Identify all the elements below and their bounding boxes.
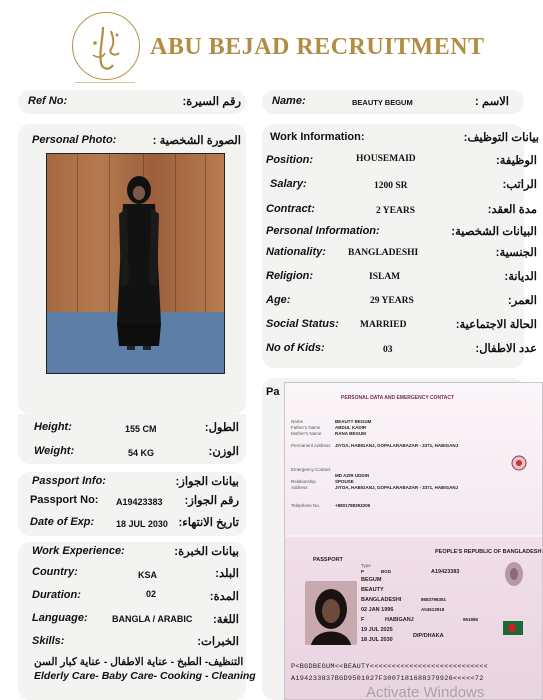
position-value: HOUSEMAID [356,154,416,164]
scan-contact-address: JIYOA, HABIGANJ, GOPALARABAZAR - 3371, HABIGANJ [335,485,459,490]
contact-heading: PERSONAL DATA AND EMERGENCY CONTACT [341,395,455,401]
passport-info-title: Passport Info: [32,475,106,487]
contract-label-ar: مدة العقد: [487,204,537,216]
scan-personal-no: 8683796351 [421,597,447,602]
scan-surname: BEGUM [361,577,382,583]
scan-code2: 951986 [463,617,479,622]
scan-given: BEAUTY [361,587,384,593]
experience-title-ar: بيانات الخبرة: [174,546,239,558]
scan-header-right: PEOPLE'S REPUBLIC OF BANGLADESH [435,549,542,555]
religion-label: Religion: [266,270,314,282]
skills-label-ar: الخبرات: [197,636,239,648]
work-title: Work Information: [270,131,365,143]
scan-code: BGD [381,569,391,574]
logo [72,12,140,80]
scan-relationship: SPOUSE [335,479,354,484]
nationality-label-ar: الجنسية: [495,247,537,259]
logo-underline [75,82,135,83]
weight-label: Weight: [34,445,75,457]
scan-authority: DIP/DHAKA [413,633,444,639]
exp-date-label: Date of Exp: [30,516,95,528]
language-value: BANGLA / ARABIC [112,614,193,624]
weight-label-ar: الوزن: [208,446,239,458]
scan-address: JIYOA, HABIGANJ, GOPALARABAZAR - 3371, HABIGANJ [335,443,459,448]
scan-nationality: BANGLADESHI [361,597,402,603]
social-status-label: Social Status: [266,318,339,330]
scan-contact-name: MD AZIR UDDIN [335,473,370,478]
nationality-label: Nationality: [266,246,326,258]
scan-mother: RANA BEGUM [335,431,366,436]
age-label: Age: [266,294,291,306]
skills-english: Elderly Care- Baby Care- Cooking - Cleaning [34,670,256,682]
country-label: Country: [32,566,78,578]
salary-label: Salary: [270,178,307,190]
personal-photo [46,153,225,374]
passport-scan: PERSONAL DATA AND EMERGENCY CONTACT Name BEAUTY BEGUM Father's Name ABDUL KADIR Mother's Name RANA BEGUM Permanent Address JIYOA, HABIGANJ, GOPALARABAZAR - 3371, HABIGANJ Emergency Contact MD AZIR UDDIN Relationship SPOUSE Address JIYOA, HABIGANJ, GOPALARABAZAR - 3371, HABIGANJ Telephone No. +8801788393205 PASSPORT PEOPLE'S REPUBLIC OF BANGLADESH Type P BGD A19423383 BEGUM BEAUTY BANGLADESHI 8683796351 02 JAN 1996 A04513919 F HABIGANJ 951986 19 JUL 2025 DIP/DHAKA 18 JUL 2030 P<BGDBEGUM<<BEAUTY<<<<<<<<<<<<<<<<<<<<<<<<<<< A194233837BGD9501027F3007181688379926<<<<<72 [284,382,543,700]
social-status-value: MARRIED [360,320,407,330]
ref-label: Ref No: [28,95,68,107]
kids-value: 03 [383,345,393,355]
contract-label: Contract: [266,203,315,215]
duration-value: 02 [146,589,157,599]
name-label: Name: [272,95,306,107]
personal-title-ar: البيانات الشخصية: [451,226,537,238]
skills-label: Skills: [32,635,65,647]
scan-prev-no: A04513919 [421,607,445,612]
header [0,0,543,86]
windows-watermark: Activate Windows [366,684,485,700]
skills-arabic: التنظيف- الطبخ - عناية الاطفال - عناية كبار السن [34,656,244,668]
name-label-ar: الاسم : [474,96,509,108]
photo-label: Personal Photo: [32,134,117,146]
nationality-value: BANGLADESHI [348,248,419,258]
duration-label: Duration: [32,589,81,601]
personal-title: Personal Information: [266,225,380,237]
contract-value: 2 YEARS [376,206,415,216]
social-status-label-ar: الحالة الاجتماعية: [455,319,537,331]
kids-label: No of Kids: [266,342,325,354]
passport-no-label: Passport No: [30,494,99,506]
scan-sex: F [361,617,365,623]
passport-no-value: A19423383 [116,497,163,507]
religion-label-ar: الديانة: [504,271,537,283]
work-title-ar: بيانات التوظيف: [463,132,539,144]
photo-label-ar: الصورة الشخصية : [152,135,241,147]
kids-label-ar: عدد الاطفال: [475,343,537,355]
scan-phone: +8801788393205 [335,503,371,508]
duration-label-ar: المدة: [209,591,239,603]
height-label-ar: الطول: [204,422,239,434]
passport-scan-label: Pa [266,386,280,398]
age-value: 29 YEARS [370,296,414,306]
exp-date-label-ar: تاريخ الانتهاء: [178,517,239,529]
scan-expiry: 18 JUL 2030 [361,637,393,643]
mrz-line-1: P<BGDBEGUM<<BEAUTY<<<<<<<<<<<<<<<<<<<<<<<<<<< [291,663,489,671]
experience-title: Work Experience: [32,545,125,557]
language-label: Language: [32,612,88,624]
position-label-ar: الوظيفة: [495,155,537,167]
scan-issue: 19 JUL 2025 [361,627,393,633]
emblem-icon [511,455,527,471]
height-value: 155 CM [125,424,157,434]
scan-father: ABDUL KADIR [335,425,367,430]
height-label: Height: [34,421,72,433]
ghost-photo-icon [503,561,525,587]
country-label-ar: البلد: [215,568,239,580]
scan-dob: 02 JAN 1996 [361,607,394,613]
person-figure [115,174,163,364]
exp-date-value: 18 JUL 2030 [116,519,168,529]
scan-birthplace: HABIGANJ [385,617,414,623]
age-label-ar: العمر: [507,295,537,307]
scan-header-left: PASSPORT [313,557,343,563]
scan-type: P [361,569,365,574]
ref-label-ar: رقم السيرة: [182,96,241,108]
religion-value: ISLAM [369,272,401,282]
passport-info-title-ar: بيانات الجواز: [175,476,239,488]
position-label: Position: [266,154,314,166]
passport-no-label-ar: رقم الجواز: [184,495,239,507]
mrz-line-2: A194233837BGD9501027F3007181688379926<<<<<72 [291,675,484,683]
arabic-calligraphy-logo-icon [73,13,141,81]
brand-title: ABU BEJAD RECRUITMENT [150,34,485,60]
salary-value: 1200 SR [374,181,408,191]
passport-face-icon [305,581,357,645]
scan-passport-no: A19423383 [431,569,460,575]
passport-photo [305,581,357,645]
country-value: KSA [138,570,158,580]
name-value: BEAUTY BEGUM [352,98,413,107]
scan-name: BEAUTY BEGUM [335,419,372,424]
flag-icon [503,621,523,635]
language-label-ar: اللغة: [212,614,239,626]
weight-value: 54 KG [128,448,155,458]
salary-label-ar: الراتب: [502,179,537,191]
